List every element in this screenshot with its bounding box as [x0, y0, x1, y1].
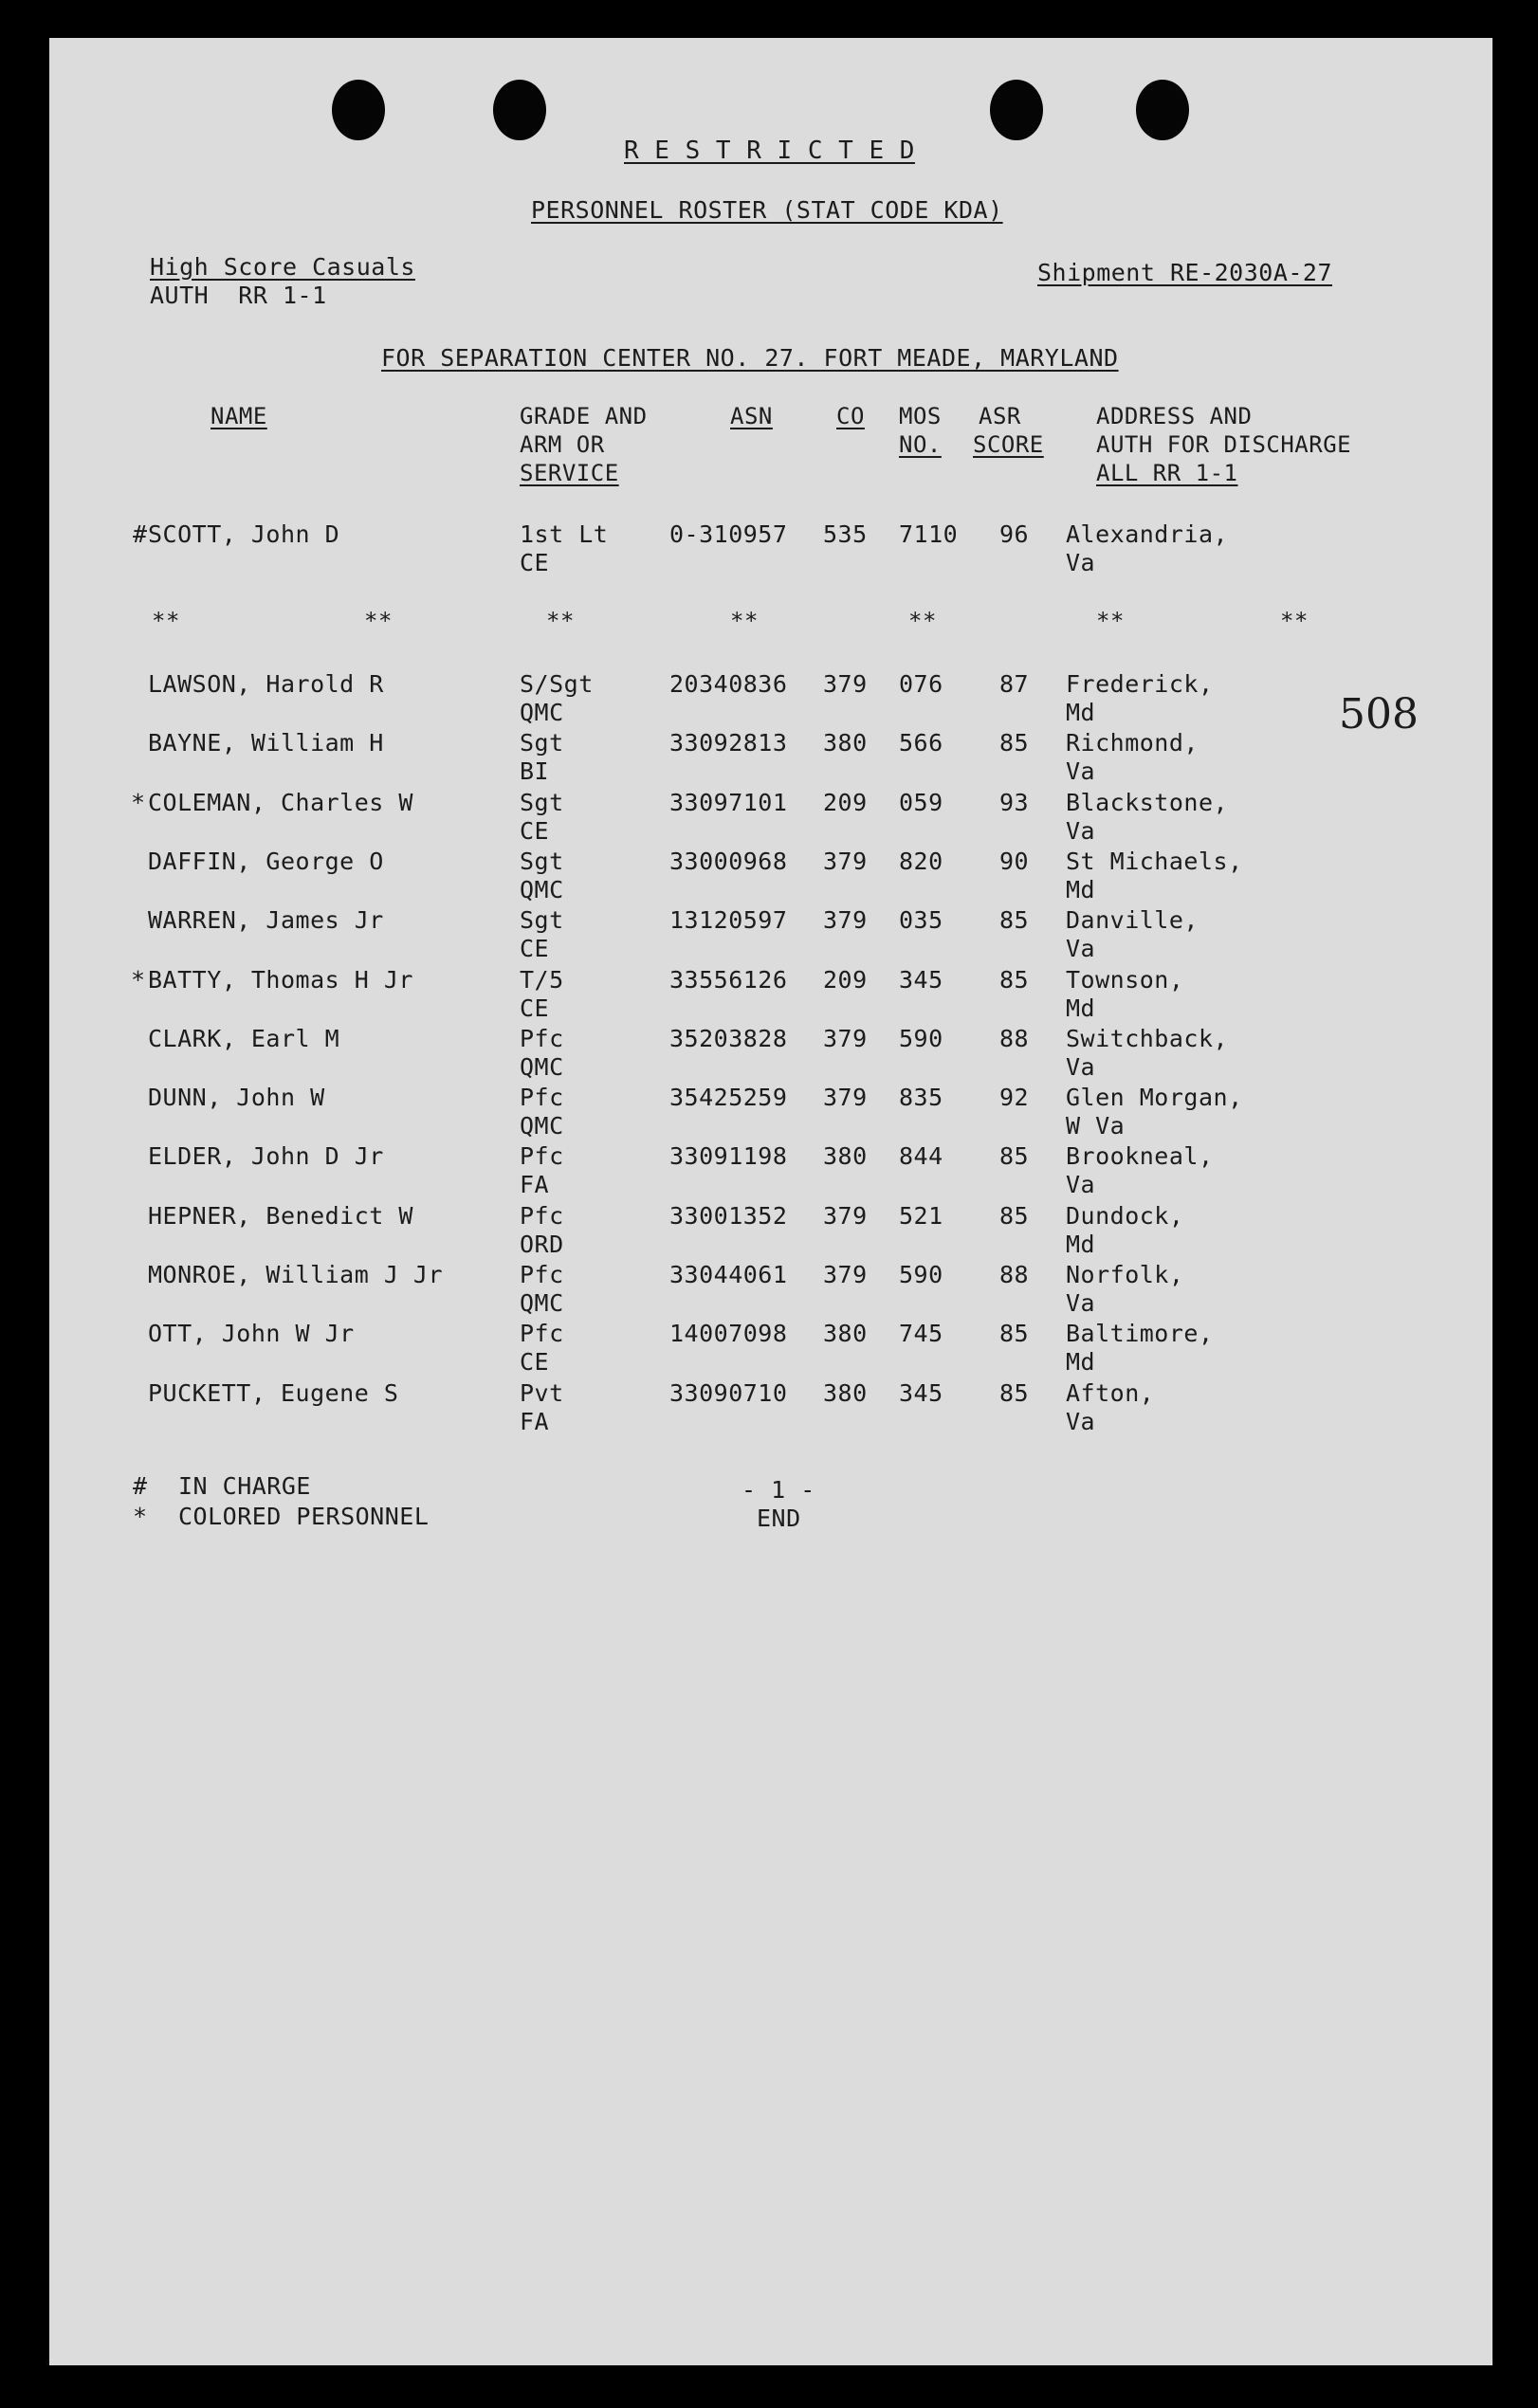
row-arm: CE	[520, 1348, 550, 1377]
row-state: W Va	[1066, 1112, 1126, 1140]
row-score: 93	[999, 788, 1030, 816]
row-co: 379	[823, 906, 868, 935]
table-row	[49, 1319, 1492, 1377]
row-arm: CE	[520, 935, 550, 963]
table-row	[49, 1378, 1492, 1437]
legend-symbol: *	[133, 1503, 148, 1530]
officer-row	[49, 520, 1492, 578]
row-score: 85	[999, 1378, 1030, 1407]
row-name: HEPNER, Benedict W	[148, 1201, 413, 1230]
row-mark: *	[131, 788, 146, 816]
row-co: 379	[823, 1261, 868, 1288]
row-asn: 33001352	[669, 1201, 788, 1230]
row-state: Va	[1066, 1407, 1096, 1435]
page-stamp-number: 508	[1339, 690, 1419, 739]
row-grade: Pvt	[520, 1378, 564, 1407]
row-score: 85	[999, 1142, 1030, 1171]
row-score: 88	[999, 1024, 1030, 1052]
roster-title: PERSONNEL ROSTER (STAT CODE KDA)	[531, 196, 1003, 224]
row-asn: 14007098	[669, 1320, 788, 1348]
table-row	[49, 965, 1492, 1024]
row-city: Townson,	[1066, 965, 1184, 994]
table-row	[49, 1141, 1492, 1200]
row-mos: 745	[899, 1320, 943, 1348]
page-number: - 1 -	[742, 1476, 815, 1504]
row-name: MONROE, William J Jr	[148, 1261, 444, 1288]
row-city: Afton,	[1066, 1378, 1155, 1407]
row-name: CLARK, Earl M	[148, 1024, 340, 1052]
row-mos: 345	[899, 1378, 943, 1407]
row-asn: 33044061	[669, 1261, 788, 1288]
row-co: 379	[823, 1024, 868, 1052]
row-name: PUCKETT, Eugene S	[148, 1378, 399, 1407]
officer-mark: #	[133, 520, 148, 548]
legend-text: COLORED PERSONNEL	[178, 1503, 430, 1530]
table-row	[49, 847, 1492, 905]
row-state: Md	[1066, 875, 1096, 903]
officer-state: Va	[1066, 549, 1096, 576]
row-asn: 20340836	[669, 670, 788, 698]
separator-mark: **	[546, 608, 575, 634]
table-row	[49, 1024, 1492, 1083]
roster-page: R E S T R I C T E D PERSONNEL ROSTER (STAT CODE KDA) High Score Casuals AUTH RR 1-1 Shipment RE-2030A-27 FOR SEPARATION CENTER NO. 27. FORT MEADE, MARYLAND NAME GRADE AND ARM OR SERVICE ASN CO MOS NO. ASR SCORE ADDRESS AND AUTH FOR DISCHARGE ALL RR 1-1 # SCOTT, John D 1st Lt CE 0-310957 535 7110 96 Alexandria, Va ** ** ** ** ** ** ** LAWSON, Harold R S/Sgt QMC 20340836 379 076 87 Frederick, Md BAYNE, William H Sgt BI 33092813 380 566 85 Richmond, Va * COLEMAN, Charles W Sgt CE 33097101 209 059 93 Blackstone, Va DAFFIN, George O Sgt QMC 33000968 379 820 90 St Michaels, Md WARREN, James Jr Sgt CE 13120597 379 035 85 Danville, Va * BATTY, Thomas H Jr T/5 CE 33556126 209 345 85 Townson, Md CLARK, Earl M Pfc QMC 35203828 379 590 88 Switchback, Va DUNN, John W Pfc QMC 35425259 379 835 92 Glen Morgan, W Va ELDER, John D Jr Pfc FA 33091198 380 844 85 Brookneal, Va HEPNER, Benedict W Pfc ORD 33001352 379 521 85 Dundock, Md MONROE, William J Jr Pfc QMC 33044061 379 590 88 Norfolk, Va OTT, John W Jr Pfc CE 14007098 380 745 85 Baltimore, Md PUCKETT, Eugene S Pvt FA 33090710 380 345 85 Afton, Va 508 # IN CHARGE * COLORED PERSONNEL - 1 - END	[49, 38, 1492, 2365]
row-mos: 590	[899, 1024, 943, 1052]
row-mark: *	[131, 965, 146, 994]
row-asn: 33092813	[669, 729, 788, 757]
table-row	[49, 905, 1492, 964]
row-score: 92	[999, 1084, 1030, 1112]
officer-asn: 0-310957	[669, 520, 788, 548]
classification-heading: R E S T R I C T E D	[624, 137, 915, 165]
row-grade: Pfc	[520, 1142, 564, 1171]
row-grade: Pfc	[520, 1261, 564, 1288]
row-asn: 35425259	[669, 1084, 788, 1112]
row-name: BATTY, Thomas H Jr	[148, 965, 413, 994]
row-score: 87	[999, 670, 1030, 698]
row-name: COLEMAN, Charles W	[148, 788, 413, 816]
row-arm: QMC	[520, 1052, 564, 1081]
row-state: Md	[1066, 699, 1096, 726]
row-name: OTT, John W Jr	[148, 1320, 355, 1348]
officer-mos: 7110	[899, 520, 959, 548]
row-city: Richmond,	[1066, 729, 1199, 757]
separator-mark: **	[1096, 608, 1125, 634]
row-arm: QMC	[520, 1112, 564, 1140]
officer-co: 535	[823, 520, 868, 548]
row-mos: 566	[899, 729, 943, 757]
row-mos: 820	[899, 847, 943, 875]
row-co: 380	[823, 1142, 868, 1171]
row-state: Va	[1066, 1052, 1096, 1081]
row-city: Brookneal,	[1066, 1142, 1214, 1171]
row-mos: 345	[899, 965, 943, 994]
row-arm: FA	[520, 1171, 550, 1199]
row-score: 85	[999, 1201, 1030, 1230]
officer-arm: CE	[520, 549, 550, 576]
row-grade: Pfc	[520, 1024, 564, 1052]
row-mos: 059	[899, 788, 943, 816]
separator-mark: **	[908, 608, 937, 634]
row-name: BAYNE, William H	[148, 729, 384, 757]
table-row	[49, 1083, 1492, 1141]
table-row	[49, 1260, 1492, 1319]
row-co: 209	[823, 965, 868, 994]
officer-city: Alexandria,	[1066, 520, 1229, 548]
punch-hole-3	[990, 80, 1043, 140]
row-state: Md	[1066, 994, 1096, 1022]
row-name: LAWSON, Harold R	[148, 670, 384, 698]
row-grade: S/Sgt	[520, 670, 594, 698]
table-row	[49, 1201, 1492, 1260]
row-city: Dundock,	[1066, 1201, 1184, 1230]
row-grade: Pfc	[520, 1201, 564, 1230]
row-co: 380	[823, 729, 868, 757]
row-score: 88	[999, 1261, 1030, 1288]
row-city: Glen Morgan,	[1066, 1084, 1243, 1112]
row-grade: Pfc	[520, 1084, 564, 1112]
row-score: 85	[999, 965, 1030, 994]
legend-symbol: #	[133, 1472, 148, 1500]
row-arm: CE	[520, 994, 550, 1022]
row-mos: 076	[899, 670, 943, 698]
group-label: High Score Casuals	[150, 253, 415, 281]
row-grade: Sgt	[520, 788, 564, 816]
row-state: Va	[1066, 1289, 1096, 1317]
row-grade: T/5	[520, 965, 564, 994]
row-city: Norfolk,	[1066, 1261, 1184, 1288]
end-marker: END	[757, 1505, 801, 1532]
row-co: 379	[823, 670, 868, 698]
row-score: 85	[999, 1320, 1030, 1348]
row-state: Md	[1066, 1230, 1096, 1258]
table-row	[49, 728, 1492, 787]
row-city: Danville,	[1066, 906, 1199, 935]
officer-grade: 1st Lt	[520, 520, 609, 548]
row-co: 379	[823, 1201, 868, 1230]
row-arm: QMC	[520, 1289, 564, 1317]
row-asn: 33556126	[669, 965, 788, 994]
destination-heading: FOR SEPARATION CENTER NO. 27. FORT MEADE, MARYLAND	[381, 344, 1119, 372]
col-co: CO	[836, 403, 865, 429]
row-arm: QMC	[520, 875, 564, 903]
punch-hole-4	[1136, 80, 1189, 140]
punch-hole-2	[493, 80, 546, 140]
row-mos: 835	[899, 1084, 943, 1112]
separator-mark: **	[1280, 608, 1309, 634]
row-co: 380	[823, 1378, 868, 1407]
row-name: DAFFIN, George O	[148, 847, 384, 875]
row-mos: 844	[899, 1142, 943, 1171]
row-grade: Sgt	[520, 847, 564, 875]
row-score: 90	[999, 847, 1030, 875]
separator-mark: **	[730, 608, 759, 634]
row-name: DUNN, John W	[148, 1084, 325, 1112]
table-row	[49, 669, 1492, 739]
row-arm: CE	[520, 816, 550, 845]
row-arm: QMC	[520, 699, 564, 726]
row-arm: BI	[520, 757, 550, 786]
row-state: Va	[1066, 757, 1096, 786]
row-co: 379	[823, 847, 868, 875]
row-co: 209	[823, 788, 868, 816]
row-city: Frederick,	[1066, 670, 1214, 698]
row-city: Switchback,	[1066, 1024, 1229, 1052]
row-arm: FA	[520, 1407, 550, 1435]
auth-label: AUTH RR 1-1	[150, 282, 327, 309]
legend-text: IN CHARGE	[178, 1472, 311, 1500]
row-state: Va	[1066, 816, 1096, 845]
separator-mark: **	[152, 608, 180, 634]
separator-mark: **	[364, 608, 393, 634]
col-name: NAME	[211, 403, 267, 429]
officer-name: SCOTT, John D	[148, 520, 340, 548]
row-state: Va	[1066, 935, 1096, 963]
row-grade: Sgt	[520, 729, 564, 757]
row-name: ELDER, John D Jr	[148, 1142, 384, 1171]
row-mos: 521	[899, 1201, 943, 1230]
row-asn: 33000968	[669, 847, 788, 875]
row-asn: 33097101	[669, 788, 788, 816]
row-mos: 035	[899, 906, 943, 935]
row-grade: Sgt	[520, 906, 564, 935]
row-mos: 590	[899, 1261, 943, 1288]
row-asn: 33091198	[669, 1142, 788, 1171]
row-co: 380	[823, 1320, 868, 1348]
row-city: St Michaels,	[1066, 847, 1243, 875]
row-asn: 13120597	[669, 906, 788, 935]
table-row	[49, 788, 1492, 847]
row-co: 379	[823, 1084, 868, 1112]
punch-hole-1	[332, 80, 385, 140]
row-arm: ORD	[520, 1230, 564, 1258]
row-score: 85	[999, 729, 1030, 757]
officer-score: 96	[999, 520, 1030, 548]
row-score: 85	[999, 906, 1030, 935]
row-state: Md	[1066, 1348, 1096, 1377]
row-city: Blackstone,	[1066, 788, 1229, 816]
col-asn: ASN	[730, 403, 773, 429]
row-city: Baltimore,	[1066, 1320, 1214, 1348]
shipment-label: Shipment RE-2030A-27	[1037, 259, 1333, 286]
row-grade: Pfc	[520, 1320, 564, 1348]
row-asn: 33090710	[669, 1378, 788, 1407]
row-asn: 35203828	[669, 1024, 788, 1052]
row-name: WARREN, James Jr	[148, 906, 384, 935]
row-state: Va	[1066, 1171, 1096, 1199]
